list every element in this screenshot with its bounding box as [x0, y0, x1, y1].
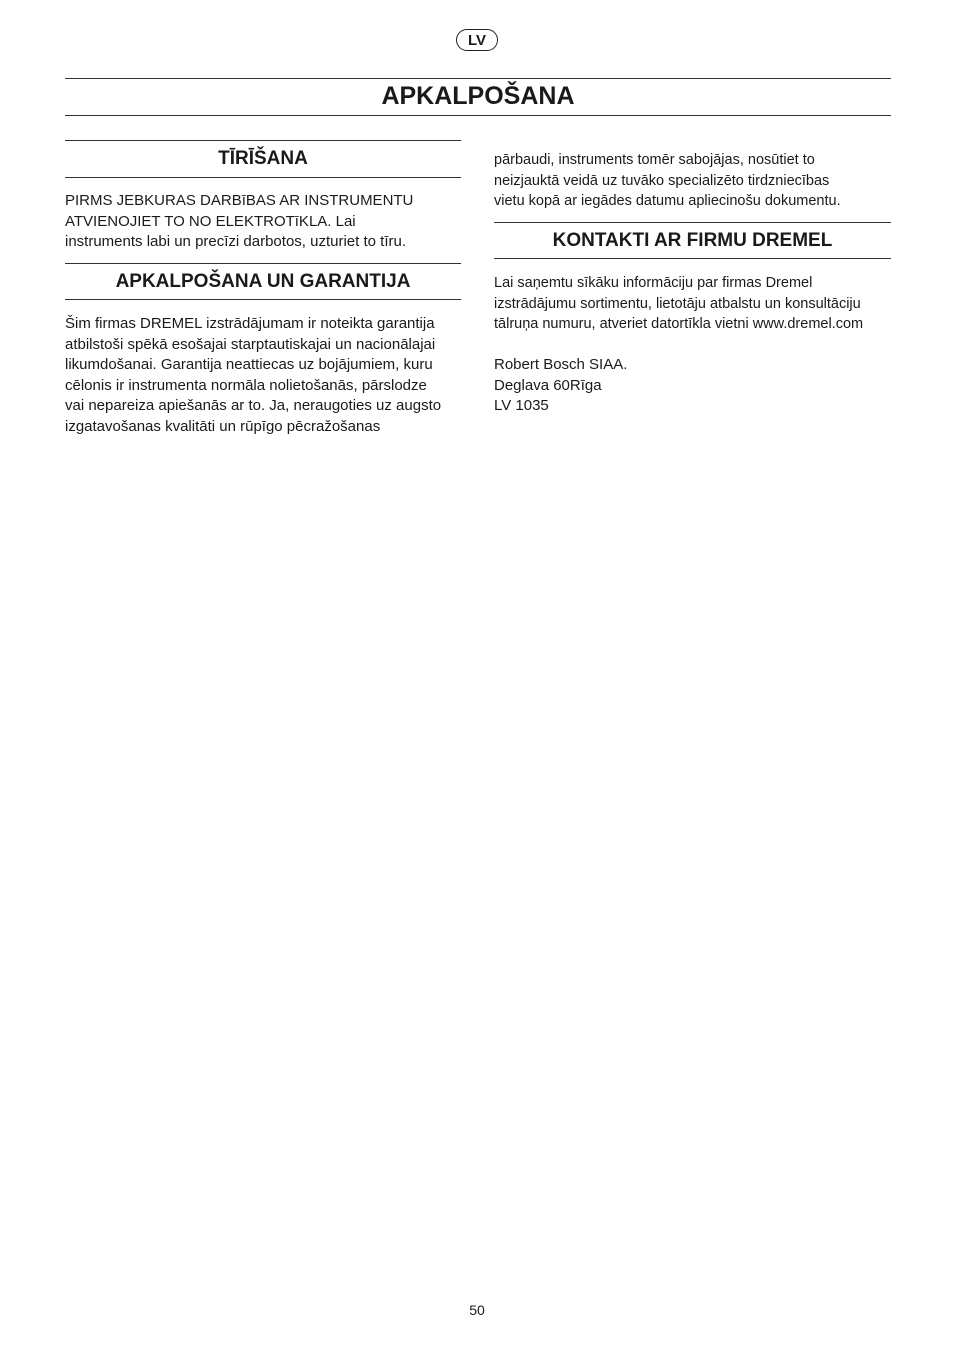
cleaning-top-rule: [65, 140, 461, 141]
service-continued-text: [494, 150, 894, 212]
contact-bottom-rule: [494, 258, 891, 259]
address-line: Deglava 60Rīga: [494, 376, 602, 394]
text-line: likumdošanai. Garantija neattiecas uz bojājumiem, kuru: [65, 356, 433, 374]
text-line: PIRMS JEBKURAS DARBīBAS AR INSTRUMENTU: [65, 192, 414, 209]
contact-address: [494, 355, 894, 417]
service-heading: APKALPOŠANA UN GARANTIJA: [115, 271, 411, 292]
contact-top-rule: [494, 222, 891, 223]
text-line: tālruņa numuru, atveriet datortīkla vietni www.dremel.com: [494, 316, 864, 333]
page-title: APKALPOŠANA: [381, 82, 575, 110]
title-top-rule: [65, 78, 891, 79]
text-line: izgatavošanas kvalitāti un rūpīgo pēcražošanas: [65, 417, 381, 435]
text-line: Šim firmas DREMEL izstrādājumam ir noteikta garantija: [65, 315, 435, 332]
text-line: vai nepareiza apiešanās ar to. Ja, neraugoties uz augsto: [65, 397, 442, 415]
text-line: instruments labi un precīzi darbotos, uzturiet to tīru.: [65, 233, 406, 251]
page-number: 50: [469, 1302, 485, 1318]
cleaning-text: [65, 191, 465, 253]
service-top-rule: [65, 263, 461, 264]
text-line: pārbaudi, instruments tomēr sabojājas, nosūtiet to: [494, 152, 815, 168]
address-line: Robert Bosch SIAA.: [494, 356, 628, 373]
text-line: neizjauktā veidā uz tuvāko specializēto tirdzniecības: [494, 172, 830, 189]
title-bottom-rule: [65, 115, 891, 116]
cleaning-bottom-rule: [65, 177, 461, 178]
text-line: ATVIENOJIET TO NO ELEKTROTīKLA. Lai: [65, 212, 356, 230]
address-line: LV 1035: [494, 397, 549, 415]
text-line: atbilstoši spēkā esošajai starptautiskajai un nacionālajai: [65, 335, 436, 353]
service-bottom-rule: [65, 299, 461, 300]
contact-text: [494, 273, 899, 335]
service-text: [65, 314, 467, 438]
cleaning-heading: TĪRĪŠANA: [218, 148, 308, 169]
text-line: izstrādājumu sortimentu, lietotāju atbalstu un konsultāciju: [494, 295, 861, 312]
text-line: Lai saņemtu sīkāku informāciju par firmas Dremel: [494, 275, 813, 291]
language-badge: LV: [456, 29, 498, 51]
contact-heading: KONTAKTI AR FIRMU DREMEL: [552, 230, 833, 251]
text-line: cēlonis ir instrumenta normāla nolietošanās, pārslodze: [65, 376, 427, 394]
text-line: vietu kopā ar iegādes datumu apliecinošu dokumentu.: [494, 193, 841, 210]
